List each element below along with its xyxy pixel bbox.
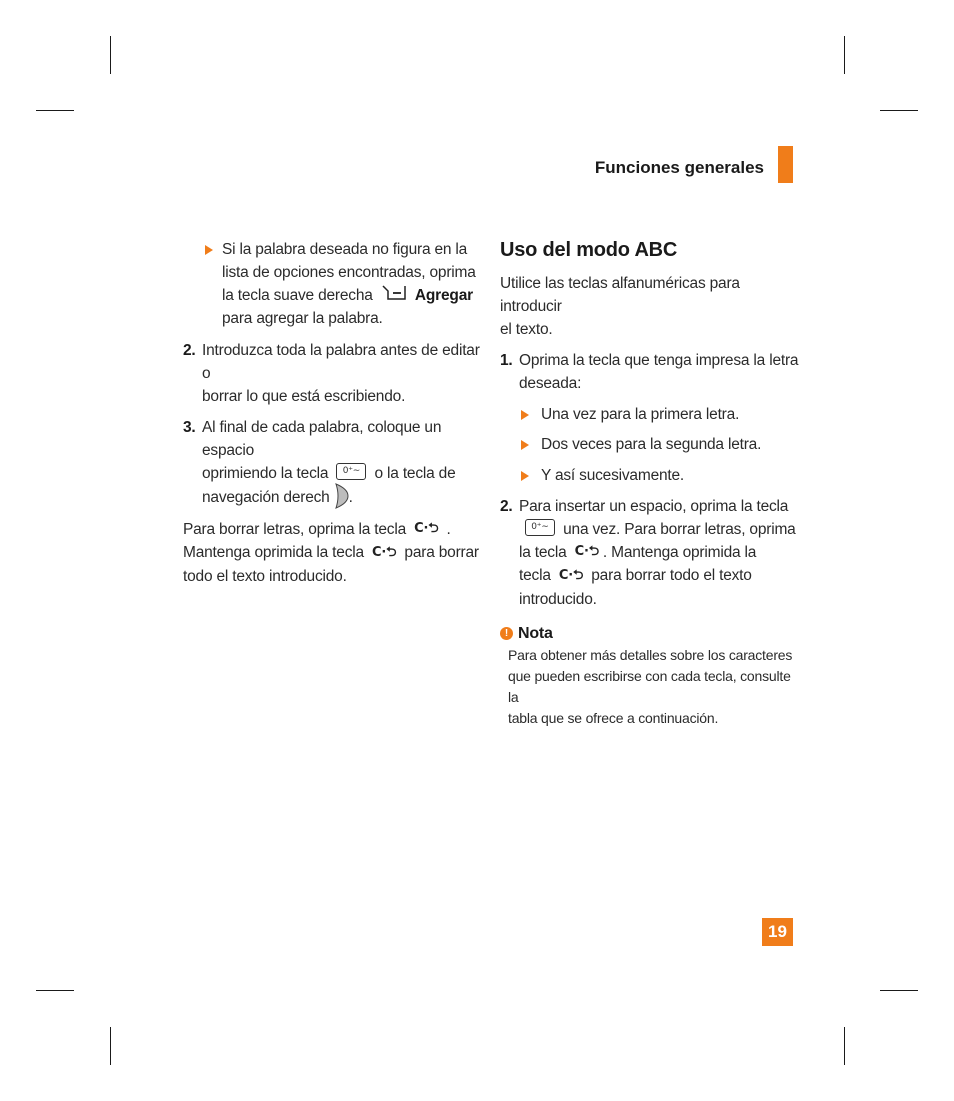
list-item [500,495,800,611]
section-tab-marker [778,146,793,183]
list-item [519,403,800,426]
note-title-text: Nota [518,624,553,642]
nav-right-key-icon [333,483,349,509]
text-line: Utilice las teclas alfanuméricas para introducir [500,275,740,315]
text-line: borrar lo que está escribiendo. [202,388,406,405]
crop-mark-top-right-h [880,110,918,111]
text-line: Oprima la tecla que tenga impresa la letra [519,352,799,369]
text-line: introducido. [519,590,597,608]
bullet-arrow-icon [521,410,529,420]
intro-paragraph [500,272,800,341]
clear-key-icon: C·⮌ [558,567,584,583]
text-line: Si la palabra deseada no figura en la [222,241,468,258]
text-line: que pueden escribirse con cada tecla, consulte la [508,667,791,705]
section-title: Uso del modo ABC [500,239,678,261]
erase-paragraph [183,518,483,588]
text-span: Para borrar letras, oprima la tecla [183,521,407,538]
crop-mark-bottom-left-h [36,990,74,991]
note-title [500,623,800,645]
text-line: Al final de cada palabra, coloque un espacio [202,419,442,459]
space-key-icon: 0⁺∼ [336,463,366,480]
text-span: oprimiendo la tecla [202,465,329,482]
right-soft-key-icon [381,284,407,302]
text-span: o la tecla de [374,465,456,482]
text-span: . [348,489,353,507]
text-span: la tecla [519,544,567,561]
text-span: una vez. Para borrar letras, oprima [563,521,796,538]
text-line: deseada: [519,375,582,392]
text-line [519,564,800,587]
text-line: Una vez para la primera letra. [541,406,740,423]
text-line [519,541,800,564]
item-number: 2. [500,498,513,515]
text-span: para borrar [404,544,479,562]
agregar-label: Agregar [414,287,473,304]
text-line: Y así sucesivamente. [541,467,685,484]
crop-mark-bottom-left-v [110,1027,111,1065]
list-item [519,464,800,487]
clear-key-icon: C·⮌ [414,521,439,537]
text-line: tabla que se ofrece a continuación. [508,709,719,726]
text-span: . Mantenga oprimida la [602,544,757,561]
item-number: 2. [183,342,196,359]
note-text [500,645,800,729]
text-span: tecla [519,567,551,585]
item-number: 1. [500,352,513,369]
list-item [183,339,483,408]
text-line: Para insertar un espacio, oprima la tecla [519,498,789,515]
text-line [202,485,483,511]
note-box [500,623,800,729]
text-line [222,284,483,307]
bullet-arrow-icon [205,245,213,255]
text-line: Dos veces para la segunda letra. [541,436,762,453]
crop-mark-top-right-v [844,36,845,74]
list-item [519,433,800,456]
bullet-arrow-icon [521,471,529,481]
text-line: lista de opciones encontradas, oprima [222,264,476,281]
text-line: el texto. [500,321,553,338]
item-number: 3. [183,419,196,436]
text-span: navegación derech [202,489,330,507]
right-column [500,236,800,729]
text-line [202,462,483,485]
clear-key-icon: C·⮌ [372,544,397,560]
text-span: . [446,521,451,538]
note-warning-icon: ! [500,627,513,640]
text-line: Para obtener más detalles sobre los caracteres [508,646,793,663]
left-column [183,238,483,588]
text-span: la tecla suave derecha [222,287,373,304]
list-item [183,416,483,511]
space-key-icon: 0⁺∼ [525,519,555,536]
bullet-arrow-icon [521,440,529,450]
crop-mark-bottom-right-h [880,990,918,991]
section-header-title: Funciones generales [594,158,764,177]
sub-bullet-list [500,403,800,487]
text-line [183,518,483,541]
page-number: 19 [762,918,793,946]
text-line: para agregar la palabra. [222,310,383,327]
text-line: Introduzca toda la palabra antes de editar o [202,342,480,382]
text-line [519,518,800,541]
text-span: para borrar todo el texto [591,567,752,585]
text-span: Mantenga oprimida la tecla [183,544,364,562]
crop-mark-top-left-h [36,110,74,111]
list-item [500,349,800,395]
text-line [183,541,483,564]
text-line: todo el texto introducido. [183,567,347,585]
clear-key-icon: C·⮌ [574,544,599,560]
list-item [183,238,483,330]
crop-mark-bottom-right-v [844,1027,845,1065]
crop-mark-top-left-v [110,36,111,74]
